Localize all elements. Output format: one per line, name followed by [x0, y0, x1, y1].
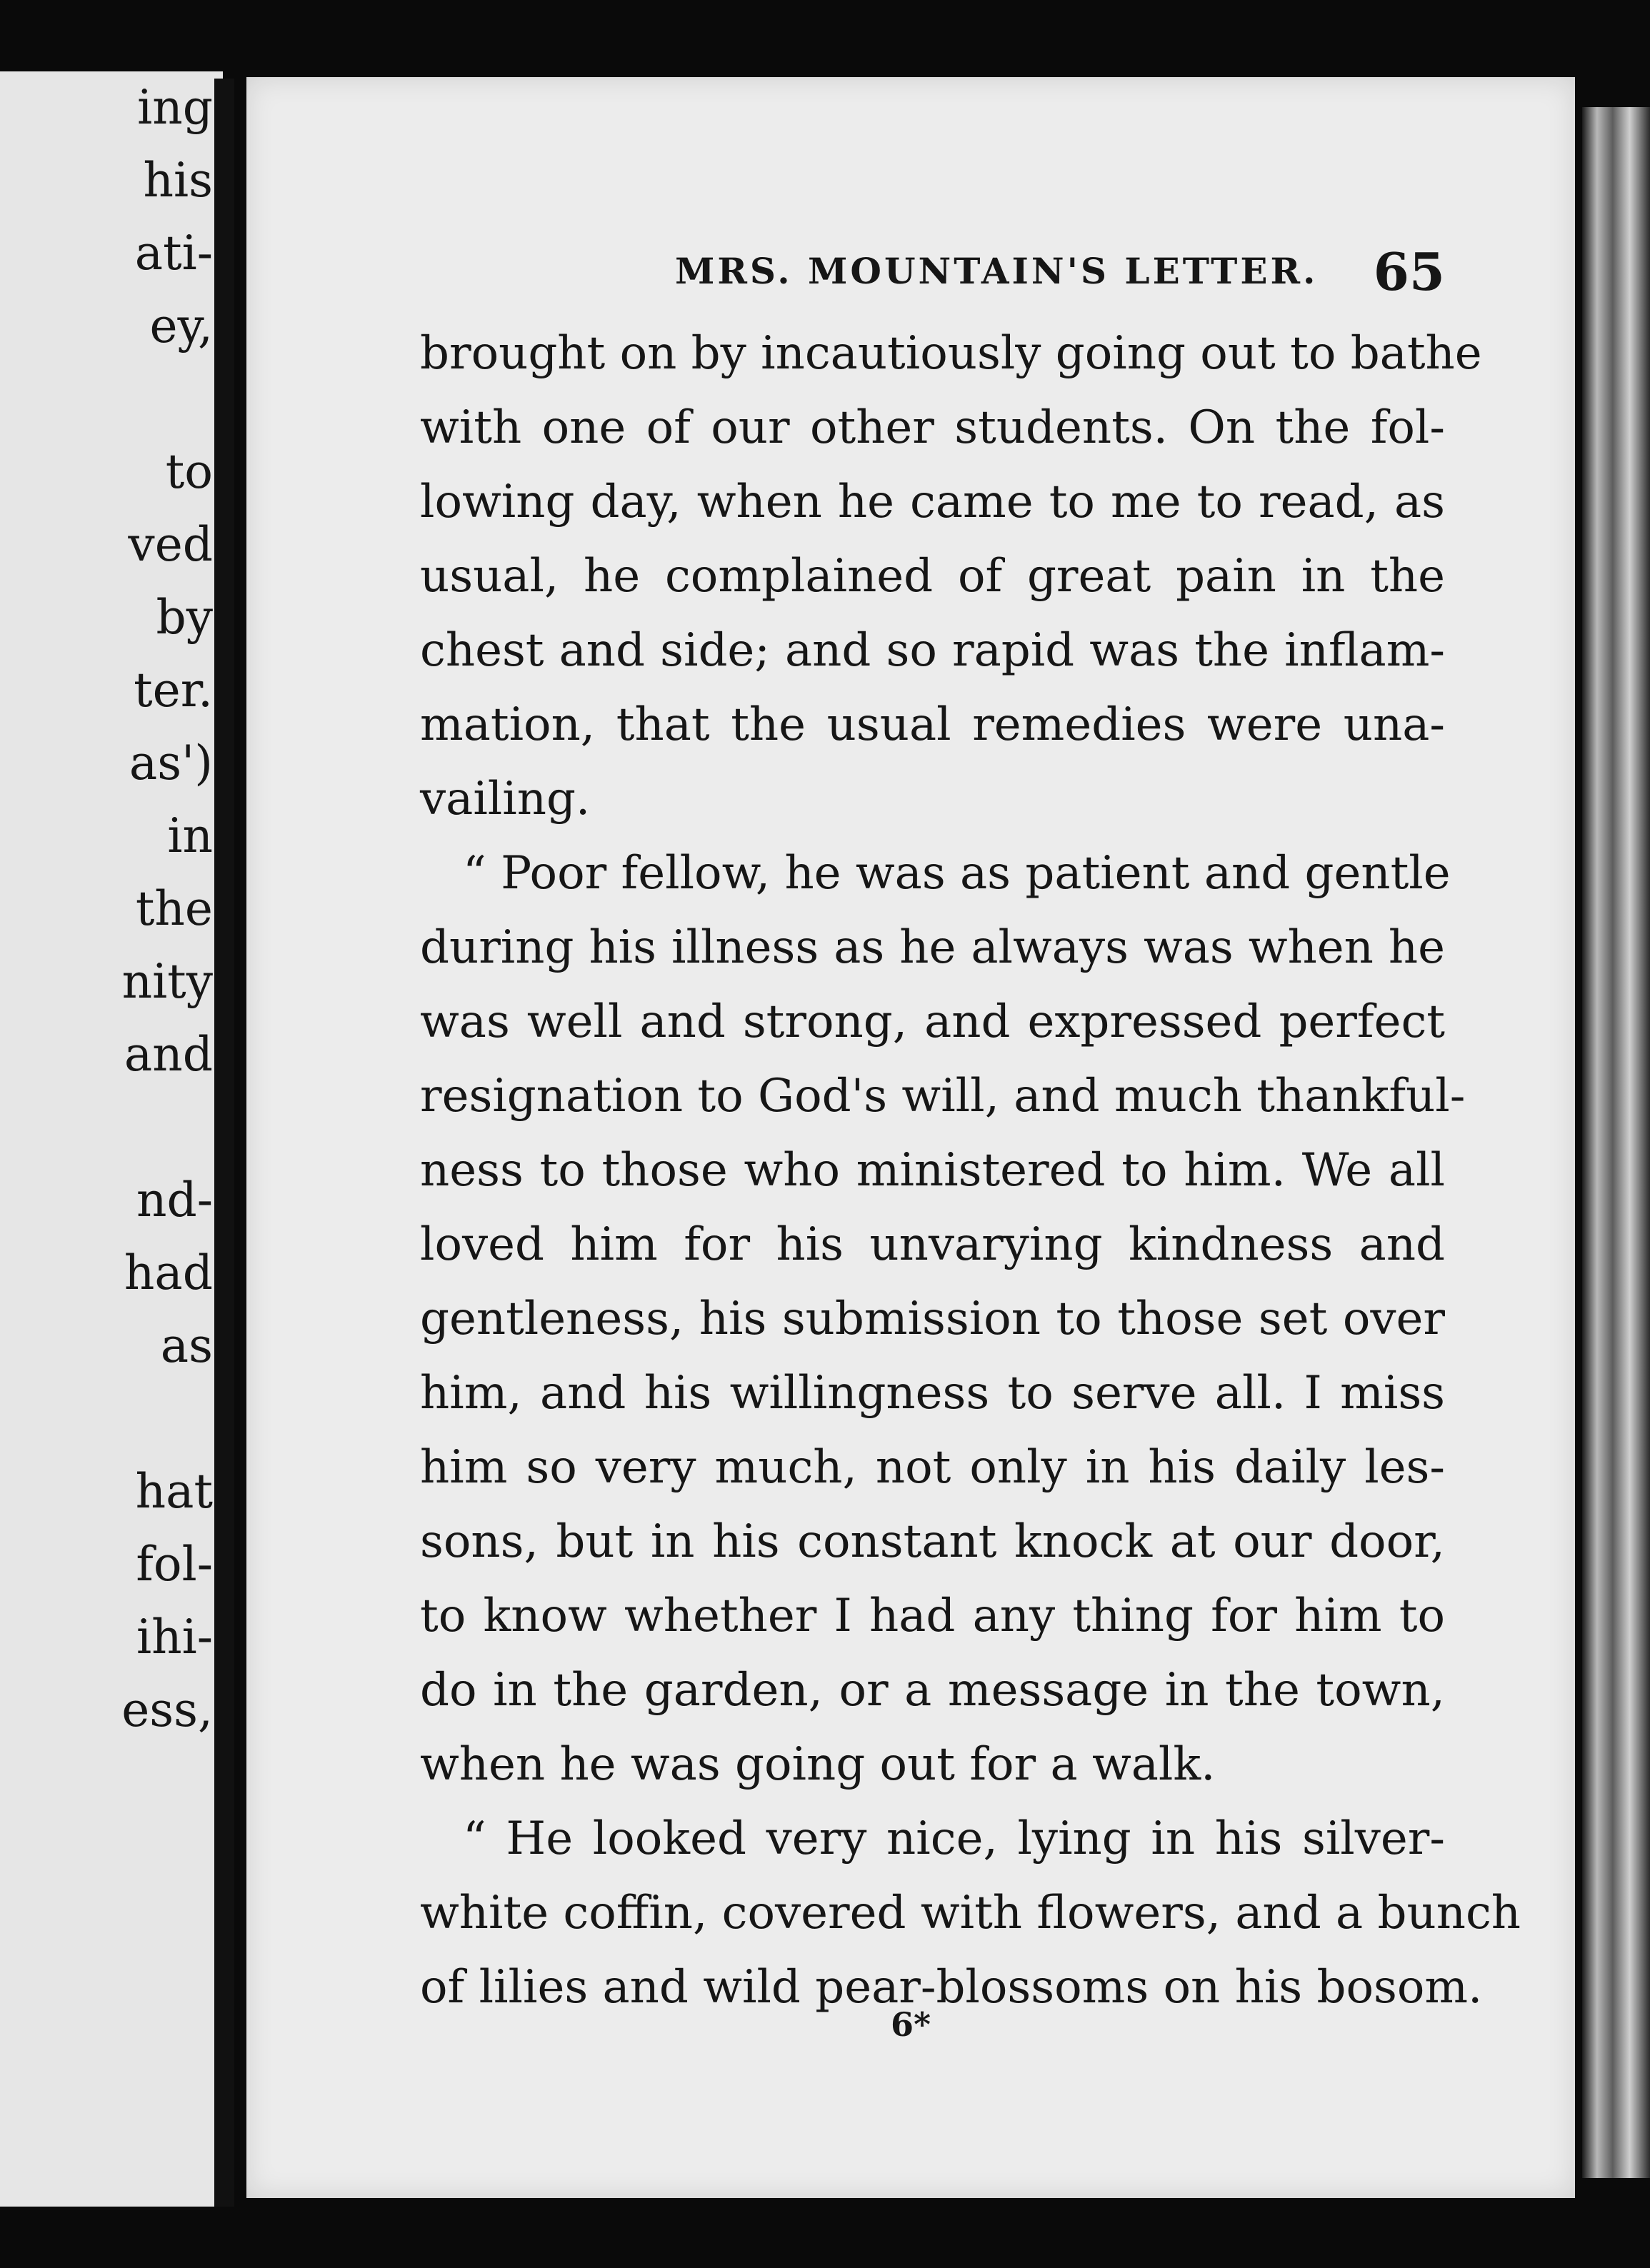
text-line: of lilies and wild pear-blossoms on his bosom. [420, 1961, 1483, 2014]
text-line: usual, he complained of great pain in the [420, 550, 1445, 603]
running-head [246, 241, 1445, 306]
paragraph-1 [420, 316, 1482, 836]
left-fragment-line: ing [137, 80, 213, 135]
left-fragment-line: nity [121, 954, 213, 1009]
left-fragment-line: to [165, 444, 213, 499]
text-line: to know whether I had any thing for him to [420, 1590, 1445, 1642]
left-page-text-fragments [0, 71, 213, 1747]
text-line: do in the garden, or a message in the town, [420, 1664, 1445, 1717]
book-page [246, 77, 1575, 2198]
left-fragment-line: fol- [136, 1537, 213, 1592]
text-line: vailing. [420, 773, 591, 826]
text-line: chest and side; and so rapid was the inflam- [420, 624, 1445, 677]
left-fragment-line: his [143, 153, 213, 208]
text-line: resignation to God's will, and much thankful- [420, 1070, 1466, 1123]
left-fragment-line: ess, [121, 1682, 213, 1737]
left-fragment-line: by [156, 590, 213, 645]
text-line: brought on by incautiously going out to bathe [420, 327, 1482, 380]
text-line: “ Poor fellow, he was as patient and gentle [463, 847, 1451, 900]
text-line: lowing day, when he came to me to read, as [420, 476, 1445, 528]
text-line: white coffin, covered with flowers, and a bunch [420, 1887, 1521, 1940]
gutter-shadow [214, 79, 234, 2207]
left-fragment-line: ter. [134, 663, 213, 718]
text-line: was well and strong, and expressed perfect [420, 995, 1445, 1048]
running-title: MRS. MOUNTAIN'S LETTER. [675, 250, 1319, 292]
page-number: 65 [1373, 241, 1445, 302]
left-fragment-line [0, 1383, 213, 1455]
paragraph-3 [420, 1802, 1521, 2024]
paragraph-2 [420, 836, 1466, 1802]
left-fragment-line: and [124, 1027, 213, 1082]
left-fragment-line [0, 1091, 213, 1164]
left-fragment-line: as [160, 1318, 213, 1373]
signature-mark: 6* [890, 2005, 931, 2044]
text-line: “ He looked very nice, lying in his silver- [463, 1812, 1445, 1865]
text-line: mation, that the usual remedies were una- [420, 698, 1445, 751]
text-line: sons, but in his constant knock at our door, [420, 1515, 1445, 1568]
left-fragment-line: ved [128, 517, 213, 572]
left-fragment-line: hat [135, 1464, 213, 1519]
left-fragment-line: in [167, 808, 213, 863]
text-line: during his illness as he always was when he [420, 921, 1445, 974]
left-fragment-line: ati- [134, 226, 213, 281]
text-line: gentleness, his submission to those set over [420, 1293, 1445, 1345]
text-line: when he was going out for a walk. [420, 1738, 1216, 1791]
book-binding-edge [1582, 107, 1650, 2178]
left-fragment-line [0, 363, 213, 436]
text-line: him so very much, not only in his daily les- [420, 1441, 1445, 1494]
left-fragment-line: nd- [136, 1173, 213, 1228]
text-line: loved him for his unvarying kindness and [420, 1218, 1445, 1271]
left-fragment-line: ey, [149, 298, 213, 353]
left-fragment-line: as') [129, 736, 213, 791]
left-page-fragment [0, 71, 223, 2207]
body-text [420, 316, 1521, 2024]
left-fragment-line: the [135, 881, 213, 936]
left-fragment-line: had [124, 1245, 213, 1300]
text-line: him, and his willingness to serve all. I miss [420, 1367, 1445, 1420]
left-fragment-line: ihi- [136, 1610, 213, 1665]
text-line: ness to those who ministered to him. We all [420, 1144, 1445, 1197]
text-line: with one of our other students. On the fol- [420, 401, 1445, 454]
